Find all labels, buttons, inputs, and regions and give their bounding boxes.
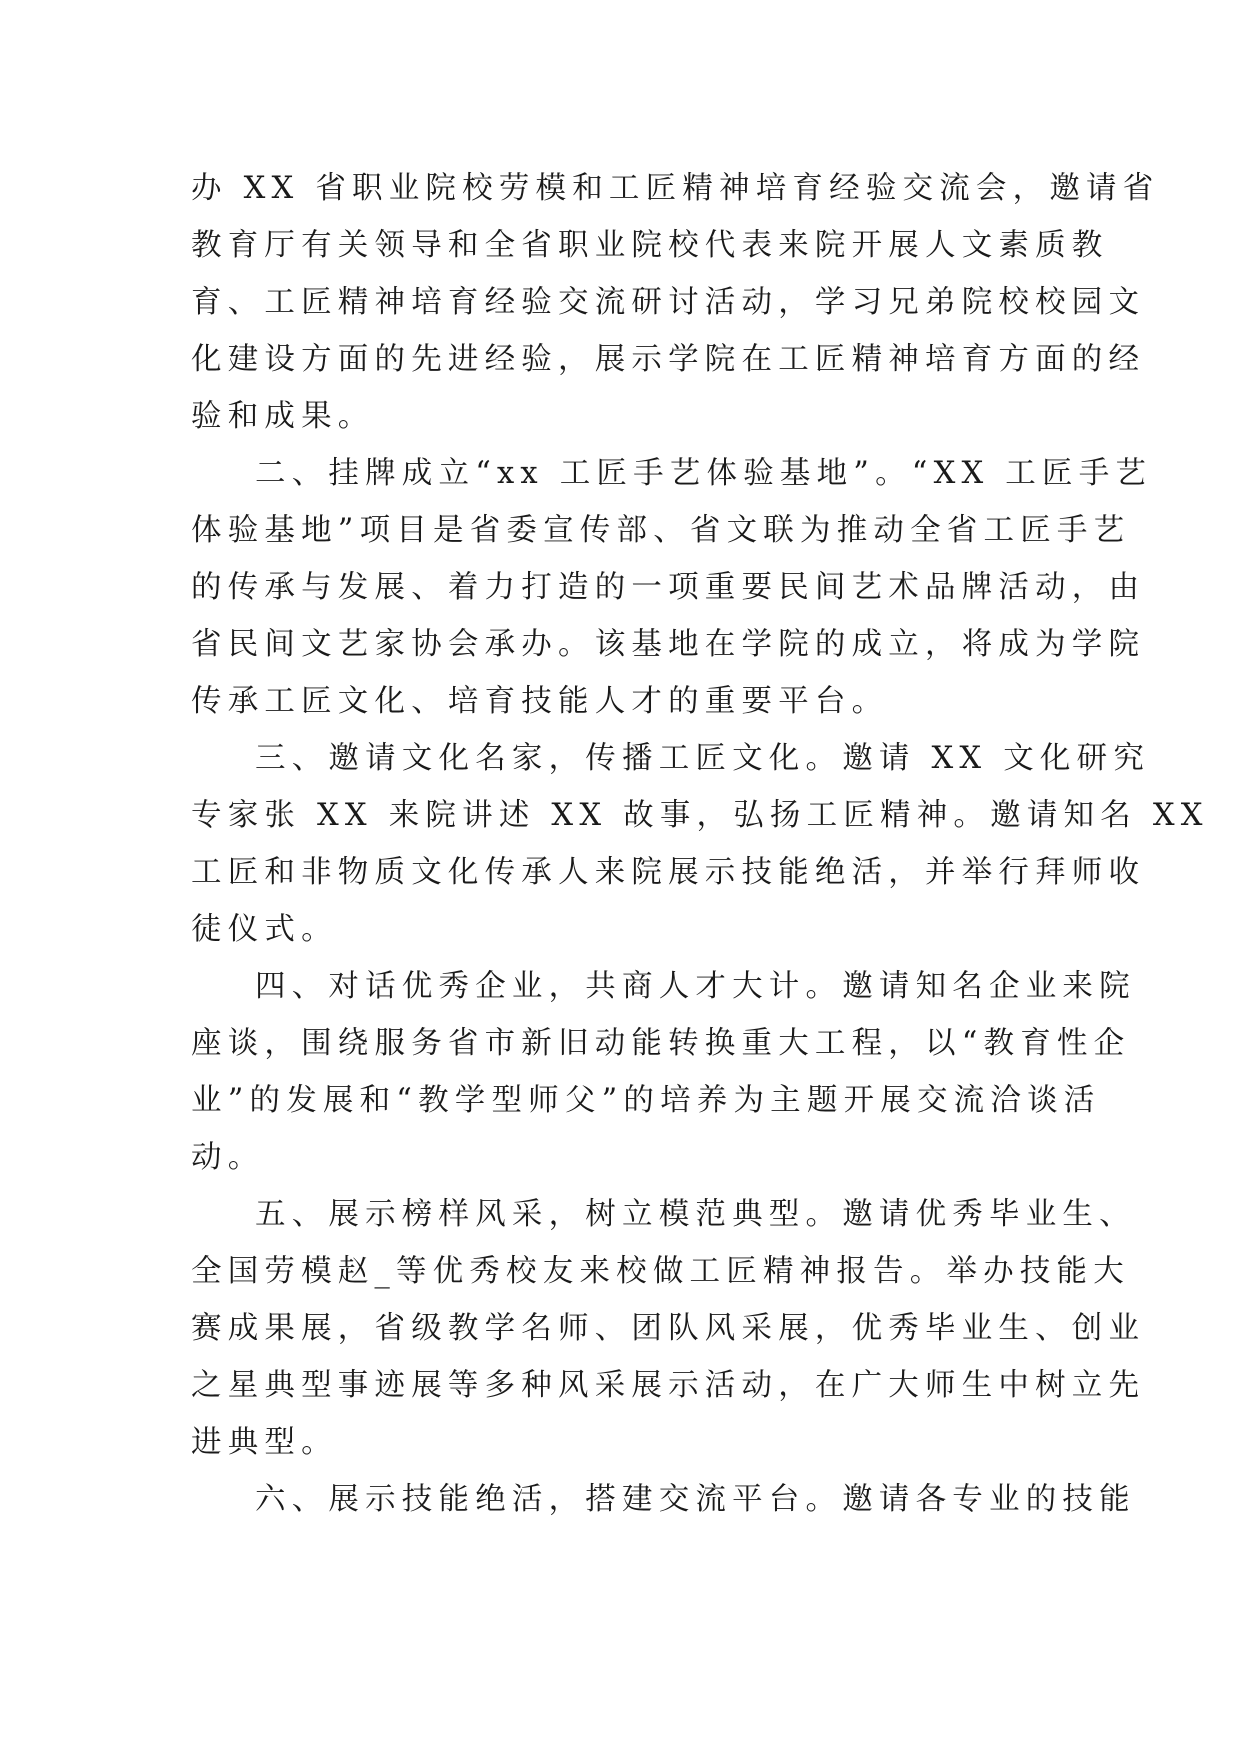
text-line: 动。 [191, 1140, 265, 1175]
document-body [191, 160, 1209, 1528]
text-line: 工匠和非物质文化传承人来院展示技能绝活，并举行拜师收 [191, 855, 1146, 890]
text-line: 赛成果展，省级教学名师、团队风采展，优秀毕业生、创业 [191, 1311, 1146, 1346]
text-line: 之星典型事迹展等多种风采展示活动，在广大师生中树立先 [191, 1368, 1146, 1403]
text-line: 徒仪式。 [191, 912, 338, 947]
text-line: 座谈，围绕服务省市新旧动能转换重大工程，以“教育性企 [191, 1026, 1131, 1061]
paragraph-heading-4: 四、对话优秀企业，共商人才大计。邀请知名企业来院 [255, 969, 1136, 1004]
text-line: 专家张 XX 来院讲述 XX 故事，弘扬工匠精神。邀请知名 XX [191, 798, 1209, 833]
paragraph-heading-2: 二、挂牌成立“xx 工匠手艺体验基地”。“XX 工匠手艺 [255, 456, 1153, 491]
text-line: 办 XX 省职业院校劳模和工匠精神培育经验交流会，邀请省 [191, 171, 1160, 206]
text-line: 育、工匠精神培育经验交流研讨活动，学习兄弟院校校园文 [191, 285, 1146, 320]
text-line: 全国劳模赵_等优秀校友来校做工匠精神报告。举办技能大 [191, 1254, 1130, 1289]
text-line: 的传承与发展、着力打造的一项重要民间艺术品牌活动，由 [191, 570, 1146, 605]
paragraph-heading-6: 六、展示技能绝活，搭建交流平台。邀请各专业的技能 [255, 1482, 1136, 1517]
text-line: 传承工匠文化、培育技能人才的重要平台。 [191, 684, 889, 719]
paragraph-heading-3: 三、邀请文化名家，传播工匠文化。邀请 XX 文化研究 [255, 741, 1151, 776]
paragraph-heading-5: 五、展示榜样风采，树立模范典型。邀请优秀毕业生、 [255, 1197, 1136, 1232]
text-line: 进典型。 [191, 1425, 338, 1460]
text-line: 验和成果。 [191, 399, 375, 434]
text-line: 业”的发展和“教学型师父”的培养为主题开展交流洽谈活 [191, 1083, 1101, 1118]
text-line: 教育厅有关领导和全省职业院校代表来院开展人文素质教 [191, 228, 1109, 263]
text-line: 省民间文艺家协会承办。该基地在学院的成立，将成为学院 [191, 627, 1146, 662]
text-line: 体验基地”项目是省委宣传部、省文联为推动全省工匠手艺 [191, 513, 1131, 548]
text-line: 化建设方面的先进经验，展示学院在工匠精神培育方面的经 [191, 342, 1146, 377]
